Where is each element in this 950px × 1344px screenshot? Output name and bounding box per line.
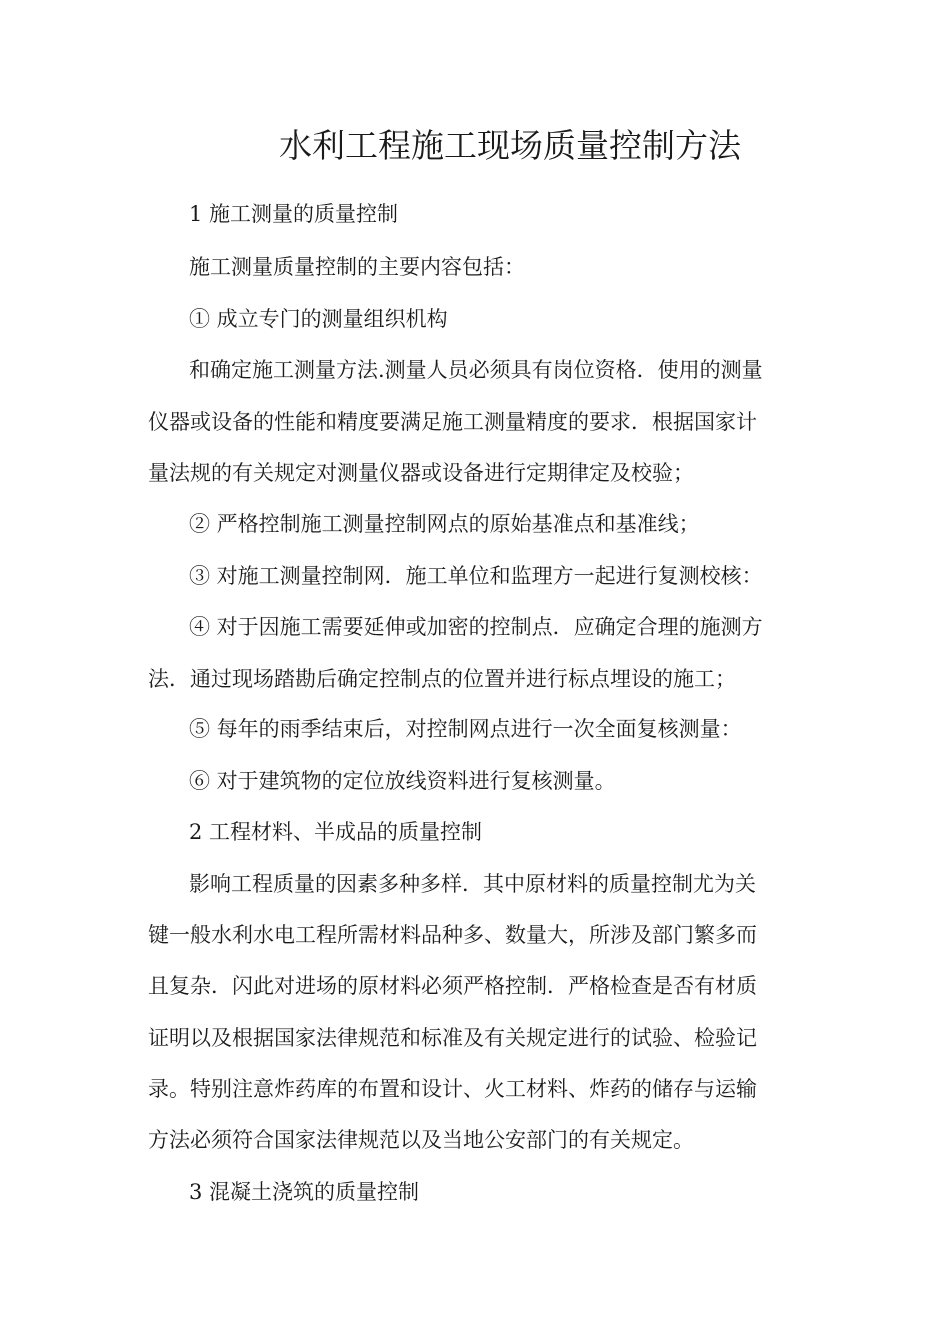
paragraph-line: 量法规的有关规定对测量仪器或设备进行定期律定及校验； [148,461,694,485]
list-item-2: ② 严格控制施工测量控制网点的原始基准点和基准线； [189,512,700,536]
list-item-4: ④ 对于因施工需要延伸或加密的控制点．应确定合理的施测方 [189,615,763,639]
section-heading-3: 3 混凝土浇筑的质量控制 [189,1180,420,1204]
section-heading-1: 1 施工测量的质量控制 [189,202,399,226]
paragraph-line: 证明以及根据国家法律规范和标准及有关规定进行的试验、检验记 [148,1026,757,1050]
section-heading-2: 2 工程材料、半成品的质量控制 [189,820,483,844]
document-title: 水利工程施工现场质量控制方法 [279,126,741,165]
paragraph-line: 影响工程质量的因素多种多样．其中原材料的质量控制尤为关 [189,872,756,896]
paragraph-line: 和确定施工测量方法.测量人员必须具有岗位资格．使用的测量 [189,358,763,382]
list-item-6: ⑥ 对于建筑物的定位放线资料进行复核测量。 [189,769,616,793]
list-item-5: ⑤ 每年的雨季结束后，对控制网点进行一次全面复核测量： [189,717,742,741]
paragraph-line: 键一般水利水电工程所需材料品种多、数量大，所涉及部门繁多而 [148,923,757,947]
paragraph-line: 且复杂．闪此对进场的原材料必须严格控制．严格检查是否有材质 [148,974,757,998]
paragraph-line: 仪器或设备的性能和精度要满足施工测量精度的要求．根据国家计 [148,410,757,434]
paragraph-line: 方法必须符合国家法律规范以及当地公安部门的有关规定。 [148,1128,694,1152]
list-item-3: ③ 对施工测量控制网．施工单位和监理方一起进行复测校核： [189,564,763,588]
paragraph-line: 法．通过现场踏勘后确定控制点的位置并进行标点埋设的施工； [148,667,736,691]
list-item-1: ① 成立专门的测量组织机构 [189,307,448,331]
paragraph-line: 施工测量质量控制的主要内容包括： [189,255,525,279]
paragraph-line: 录。特别注意炸药库的布置和设计、火工材料、炸药的储存与运输 [148,1077,757,1101]
